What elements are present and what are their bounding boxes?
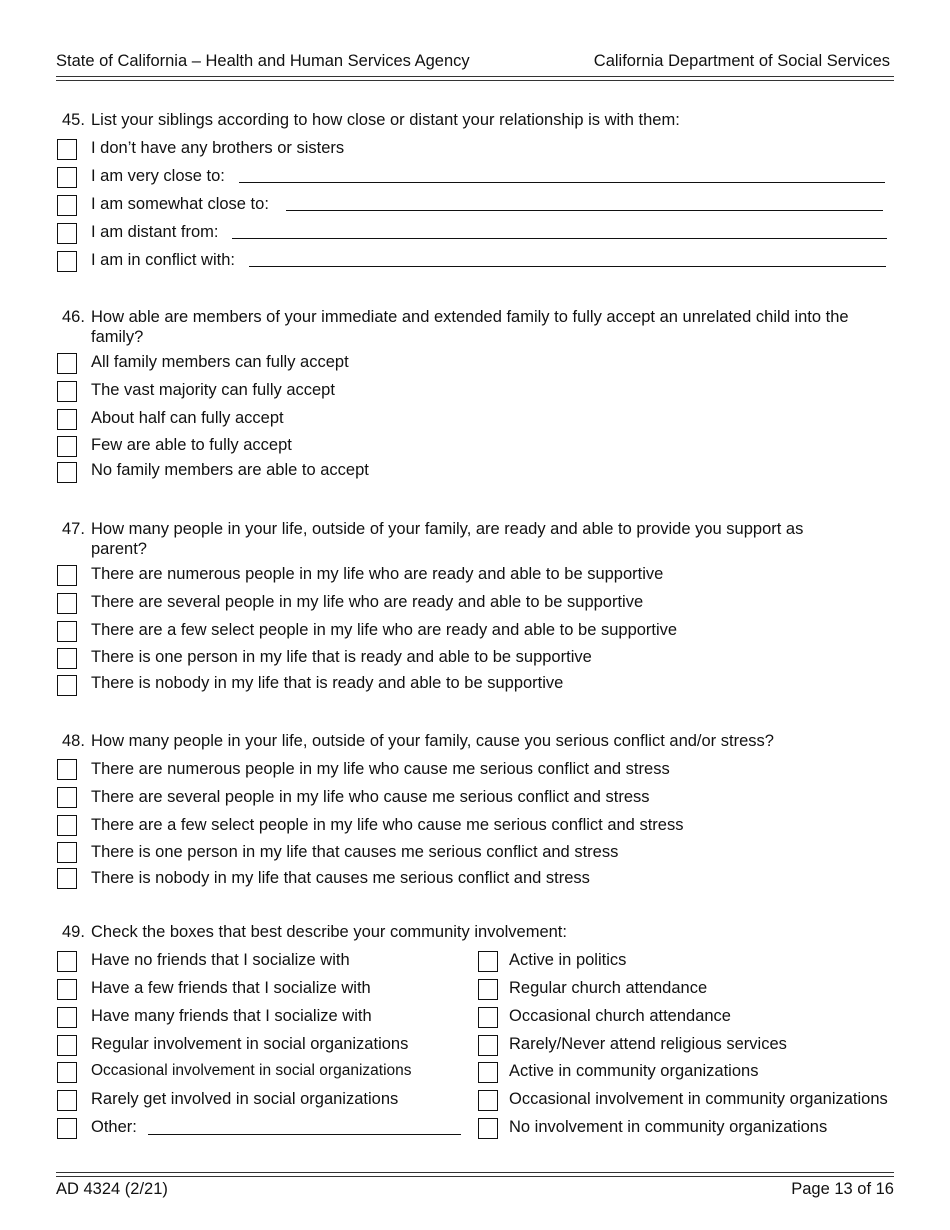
option-label: There are numerous people in my life who are ready and able to be supportive <box>91 565 664 583</box>
option-label: Few are able to fully accept <box>91 436 292 454</box>
question-text: Check the boxes that best describe your community involvement: <box>91 923 567 941</box>
option-label: Occasional church attendance <box>509 1007 731 1025</box>
checkbox-conflict-few[interactable] <box>57 815 77 836</box>
question-text: How many people in your life, outside of your family, cause you serious conflict and/or stress? <box>91 732 774 750</box>
question-number: 46. <box>62 308 85 326</box>
checkbox-all-accept[interactable] <box>57 353 77 374</box>
option-label: Have many friends that I socialize with <box>91 1007 372 1025</box>
option-label: I don’t have any brothers or sisters <box>91 139 345 157</box>
checkbox-conflict-nobody[interactable] <box>57 868 77 889</box>
option-label: Rarely get involved in social organizations <box>91 1090 399 1108</box>
option-label: Regular church attendance <box>509 979 708 997</box>
header-rule-bottom <box>56 80 894 81</box>
option-label: There are several people in my life who are ready and able to be supportive <box>91 593 644 611</box>
question-text: How able are members of your immediate and extended family to fully accept an unrelated child into the <box>91 308 849 326</box>
option-label: There is one person in my life that is ready and able to be supportive <box>91 648 592 666</box>
option-label: There are numerous people in my life who cause me serious conflict and stress <box>91 760 670 778</box>
question-49 <box>62 922 892 942</box>
option-label: Active in community organizations <box>509 1062 759 1080</box>
checkbox-very-close[interactable] <box>57 167 77 188</box>
question-47 <box>62 519 892 559</box>
question-number: 49. <box>62 923 85 941</box>
checkbox-somewhat-close[interactable] <box>57 195 77 216</box>
question-46 <box>62 307 892 347</box>
question-number: 47. <box>62 520 85 538</box>
checkbox-none-accept[interactable] <box>57 462 77 483</box>
checkbox-occasional-church[interactable] <box>478 1007 498 1028</box>
checkbox-conflict-one[interactable] <box>57 842 77 863</box>
option-label: There are several people in my life who cause me serious conflict and stress <box>91 788 650 806</box>
question-45 <box>62 110 892 130</box>
footer-rule-top <box>56 1172 894 1173</box>
checkbox-support-numerous[interactable] <box>57 565 77 586</box>
option-label: Rarely/Never attend religious services <box>509 1035 787 1053</box>
footer-rule-bottom <box>56 1176 894 1177</box>
checkbox-rarely-religious[interactable] <box>478 1035 498 1056</box>
header-rule-top <box>56 76 894 77</box>
question-number: 45. <box>62 111 85 129</box>
checkbox-active-community[interactable] <box>478 1062 498 1083</box>
question-48 <box>62 731 892 751</box>
option-label: Occasional involvement in social organizations <box>91 1062 412 1079</box>
checkbox-no-friends[interactable] <box>57 951 77 972</box>
option-label: Occasional involvement in community organizations <box>509 1090 888 1108</box>
checkbox-regular-church[interactable] <box>478 979 498 1000</box>
option-label: There is one person in my life that causes me serious conflict and stress <box>91 843 619 861</box>
checkbox-support-one[interactable] <box>57 648 77 669</box>
checkbox-majority-accept[interactable] <box>57 381 77 402</box>
conflict-input[interactable] <box>249 266 886 267</box>
checkbox-few-accept[interactable] <box>57 436 77 457</box>
option-label: Regular involvement in social organizations <box>91 1035 409 1053</box>
option-label: There are a few select people in my life who cause me serious conflict and stress <box>91 816 684 834</box>
option-label: I am in conflict with: <box>91 251 235 269</box>
option-label: The vast majority can fully accept <box>91 381 335 399</box>
option-label: Have a few friends that I socialize with <box>91 979 371 997</box>
option-label: About half can fully accept <box>91 409 284 427</box>
option-label: No involvement in community organizations <box>509 1118 828 1136</box>
question-text: List your siblings according to how close or distant your relationship is with them: <box>91 111 680 129</box>
option-label: All family members can fully accept <box>91 353 349 371</box>
somewhat-close-input[interactable] <box>286 210 883 211</box>
checkbox-conflict-numerous[interactable] <box>57 759 77 780</box>
checkbox-occasional-social[interactable] <box>57 1062 77 1083</box>
checkbox-support-several[interactable] <box>57 593 77 614</box>
form-id: AD 4324 (2/21) <box>56 1180 168 1198</box>
distant-input[interactable] <box>232 238 887 239</box>
checkbox-support-nobody[interactable] <box>57 675 77 696</box>
option-label: No family members are able to accept <box>91 461 369 479</box>
checkbox-conflict-several[interactable] <box>57 787 77 808</box>
checkbox-half-accept[interactable] <box>57 409 77 430</box>
option-label: Active in politics <box>509 951 627 969</box>
checkbox-distant[interactable] <box>57 223 77 244</box>
checkbox-politics[interactable] <box>478 951 498 972</box>
option-label: I am somewhat close to: <box>91 195 269 213</box>
checkbox-other[interactable] <box>57 1118 77 1139</box>
option-label: There is nobody in my life that is ready and able to be supportive <box>91 674 564 692</box>
very-close-input[interactable] <box>239 182 885 183</box>
checkbox-no-community[interactable] <box>478 1118 498 1139</box>
checkbox-rarely-social[interactable] <box>57 1090 77 1111</box>
checkbox-few-friends[interactable] <box>57 979 77 1000</box>
option-label: Have no friends that I socialize with <box>91 951 350 969</box>
checkbox-occasional-community[interactable] <box>478 1090 498 1111</box>
question-number: 48. <box>62 732 85 750</box>
question-text-continued: family? <box>91 328 144 346</box>
page-number: Page 13 of 16 <box>791 1180 894 1198</box>
checkbox-many-friends[interactable] <box>57 1007 77 1028</box>
option-label: There is nobody in my life that causes me serious conflict and stress <box>91 869 590 887</box>
checkbox-conflict[interactable] <box>57 251 77 272</box>
checkbox-regular-social[interactable] <box>57 1035 77 1056</box>
checkbox-support-few[interactable] <box>57 621 77 642</box>
option-label: There are a few select people in my life who are ready and able to be supportive <box>91 621 678 639</box>
option-label: I am distant from: <box>91 223 219 241</box>
option-label: Other: <box>91 1118 137 1136</box>
checkbox-no-siblings[interactable] <box>57 139 77 160</box>
other-input[interactable] <box>148 1134 461 1135</box>
question-text-continued: parent? <box>91 540 147 558</box>
option-label: I am very close to: <box>91 167 225 185</box>
question-text: How many people in your life, outside of your family, are ready and able to provide you support as <box>91 520 804 538</box>
header-agency: State of California – Health and Human Services Agency <box>56 52 470 70</box>
header-department: California Department of Social Services <box>593 52 890 70</box>
